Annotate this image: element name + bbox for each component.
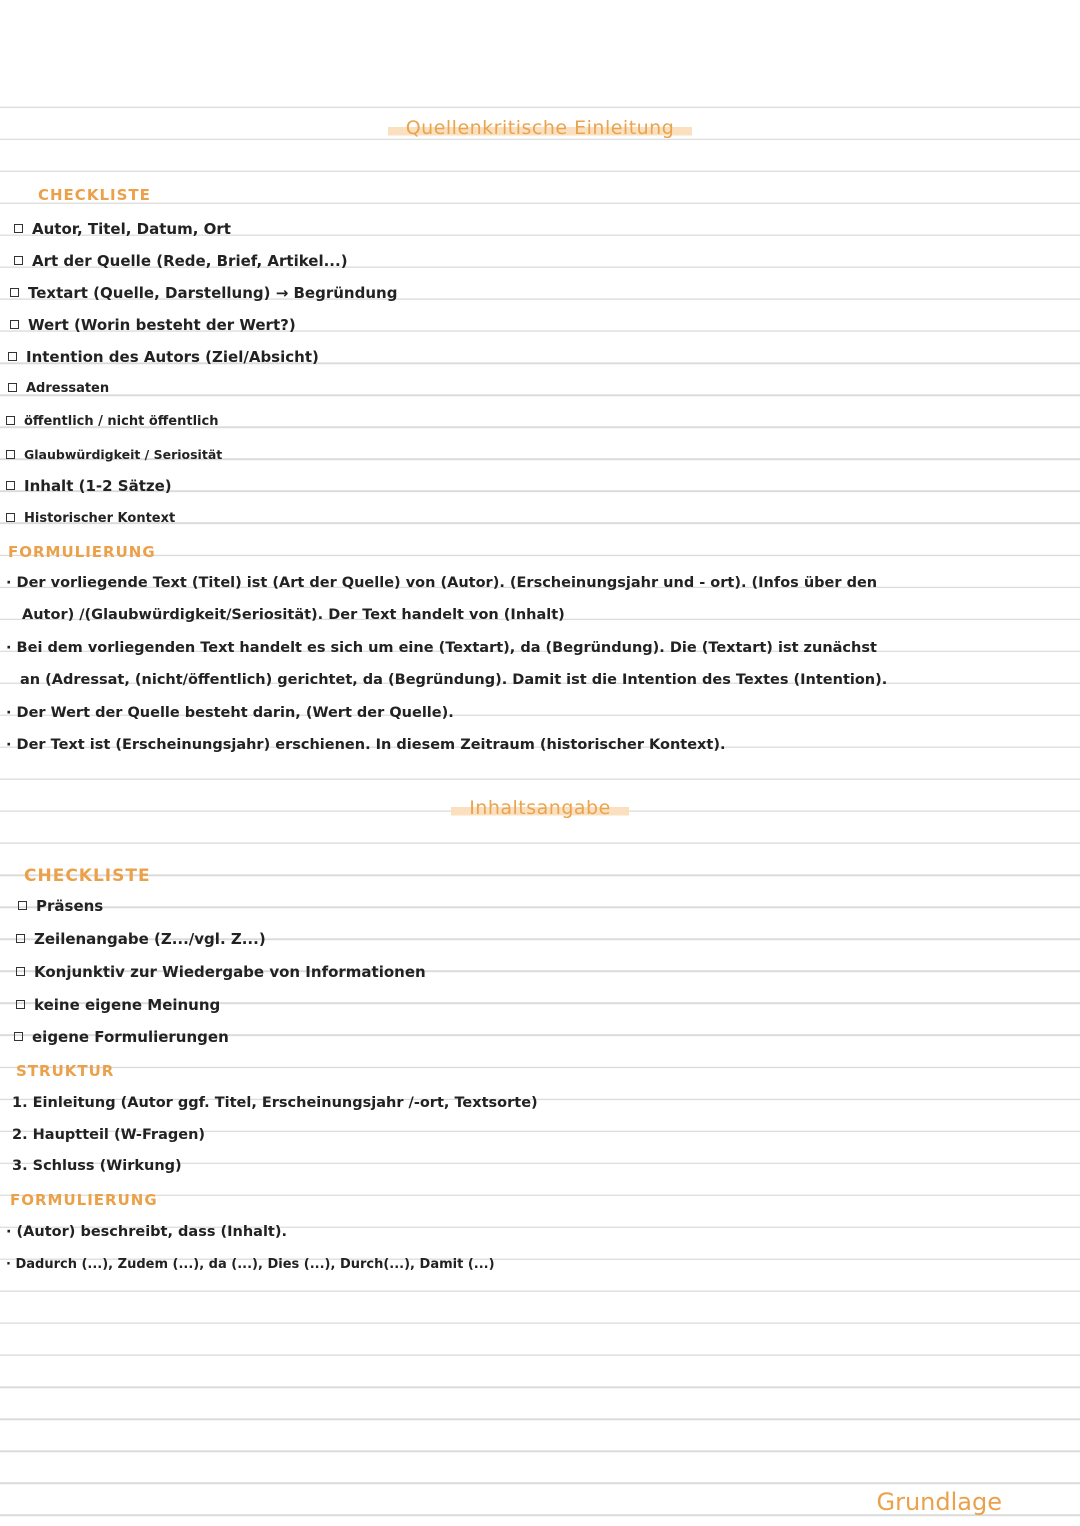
checkbox-icon	[16, 967, 25, 976]
checkbox-icon	[8, 383, 17, 392]
checkbox-icon	[10, 320, 19, 329]
checkbox-icon	[10, 288, 19, 297]
structure-label: STRUKTUR	[16, 1062, 115, 1080]
checklist-item: Präsens	[18, 897, 103, 915]
formulation-line: · Der vorliegende Text (Titel) ist (Art der Quelle) von (Autor). (Erscheinungsjahr und - ort). (Infos über den	[6, 575, 878, 591]
top-margin	[0, 0, 1080, 100]
checklist-item: Autor, Titel, Datum, Ort	[14, 220, 231, 238]
checklist-item: Glaubwürdigkeit / Seriosität	[6, 447, 222, 462]
checklist-item: eigene Formulierungen	[14, 1028, 229, 1046]
formulation-label: FORMULIERUNG	[8, 543, 156, 561]
checkbox-icon	[6, 513, 15, 522]
checkbox-icon	[6, 416, 15, 425]
footer-tag: Grundlage	[876, 1488, 1002, 1516]
structure-item: 2. Hauptteil (W-Fragen)	[12, 1127, 206, 1143]
checkbox-icon	[8, 352, 17, 361]
checklist-item: Konjunktiv zur Wiedergabe von Informationen	[16, 963, 426, 981]
checklist-item: Zeilenangabe (Z.../vgl. Z...)	[16, 930, 266, 948]
checkbox-icon	[6, 481, 15, 490]
checklist-item: Art der Quelle (Rede, Brief, Artikel...)	[14, 252, 348, 270]
checklist-label: CHECKLISTE	[24, 866, 151, 886]
checklist-item: Wert (Worin besteht der Wert?)	[10, 316, 296, 334]
checkbox-icon	[16, 934, 25, 943]
formulation-line: Autor) /(Glaubwürdigkeit/Seriosität). Der Text handelt von (Inhalt)	[22, 607, 565, 623]
checklist-item: Intention des Autors (Ziel/Absicht)	[8, 348, 319, 366]
checklist-item: öffentlich / nicht öffentlich	[6, 414, 218, 429]
checklist-item: Historischer Kontext	[6, 511, 175, 526]
formulation-line: · Der Wert der Quelle besteht darin, (Wert der Quelle).	[6, 705, 454, 721]
checkbox-icon	[6, 450, 15, 459]
formulation-line: · Bei dem vorliegenden Text handelt es sich um eine (Textart), da (Begründung). Die (Textart) ist zunächst	[6, 640, 877, 656]
checkbox-icon	[18, 901, 27, 910]
checklist-item: Textart (Quelle, Darstellung) → Begründung	[10, 284, 397, 302]
checklist-item: Adressaten	[8, 381, 109, 396]
formulation-line: · Dadurch (...), Zudem (...), da (...), Dies (...), Durch(...), Damit (...)	[6, 1257, 495, 1272]
formulation-line: · Der Text ist (Erscheinungsjahr) erschienen. In diesem Zeitraum (historischer Kontext).	[6, 737, 726, 753]
structure-item: 1. Einleitung (Autor ggf. Titel, Erscheinungsjahr /-ort, Textsorte)	[12, 1095, 538, 1111]
section-heading-quellenkritische-einleitung: Quellenkritische Einleitung	[0, 117, 1080, 139]
formulation-line: · (Autor) beschreibt, dass (Inhalt).	[6, 1224, 287, 1240]
checkbox-icon	[14, 224, 23, 233]
section-heading-inhaltsangabe: Inhaltsangabe	[0, 797, 1080, 819]
formulation-label: FORMULIERUNG	[10, 1191, 158, 1209]
structure-item: 3. Schluss (Wirkung)	[12, 1158, 182, 1174]
checkbox-icon	[14, 256, 23, 265]
formulation-line: an (Adressat, (nicht/öffentlich) gerichtet, da (Begründung). Damit ist die Intention des Textes (Intention).	[20, 672, 888, 688]
checkbox-icon	[14, 1032, 23, 1041]
checklist-item: Inhalt (1-2 Sätze)	[6, 477, 172, 495]
checkbox-icon	[16, 1000, 25, 1009]
checklist-item: keine eigene Meinung	[16, 996, 220, 1014]
checklist-label: CHECKLISTE	[38, 186, 151, 204]
